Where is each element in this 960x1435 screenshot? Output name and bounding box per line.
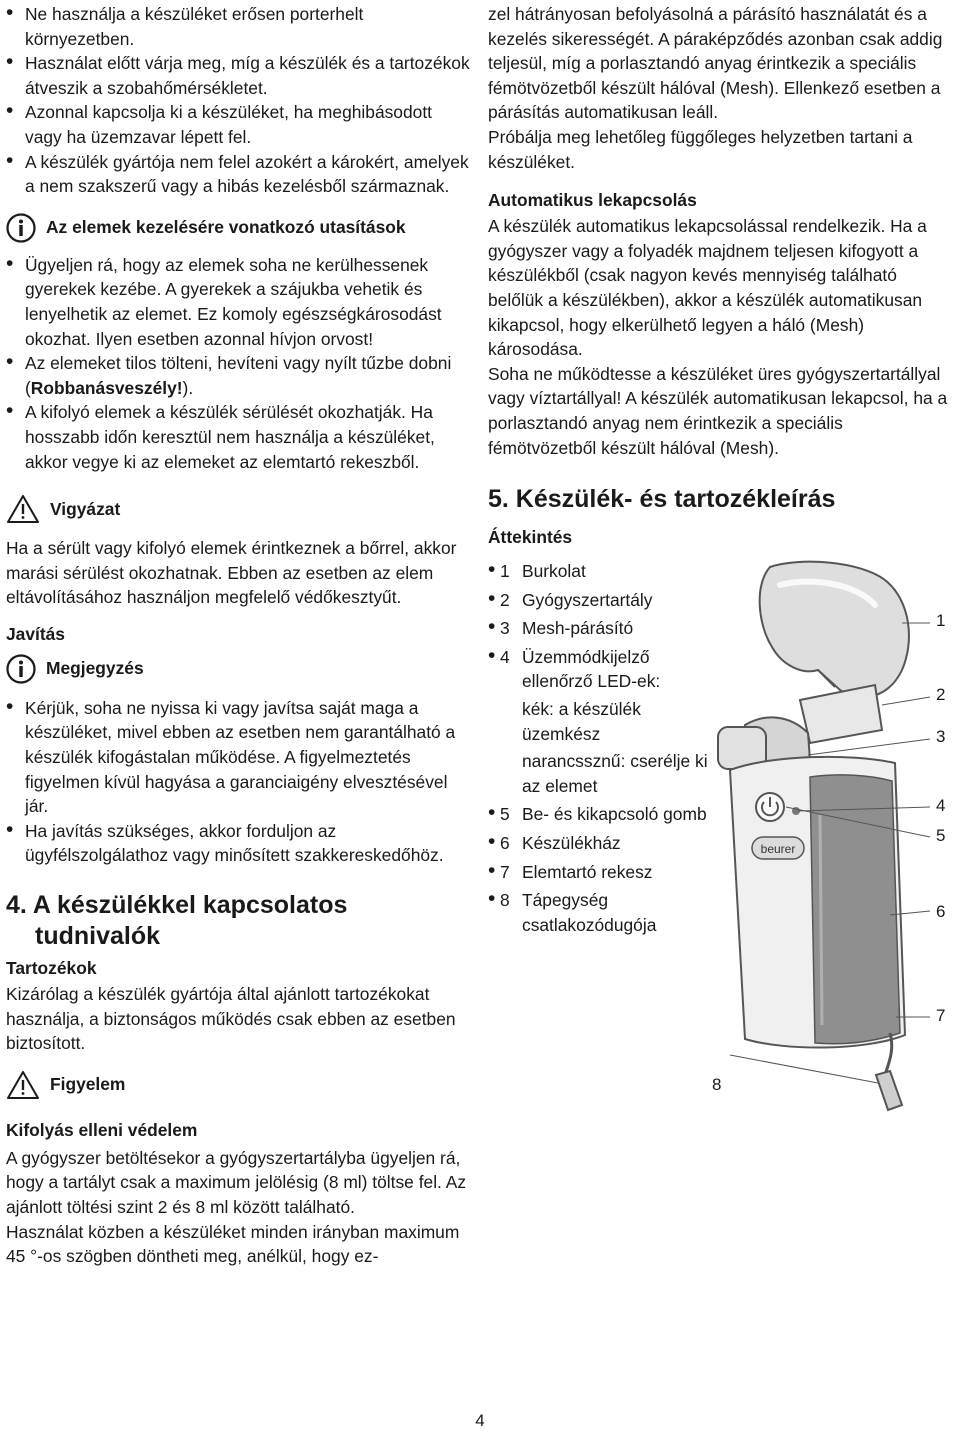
note-heading: Megjegyzés [6, 654, 470, 684]
auto-off-text: A készülék automatikus lekapcsolással rendelkezik. Ha a gyógyszer vagy a folyadék majdnem teljesen kifogyott a készülékből (csak nagyon kevés mennyiség található belőlük a készülékben), akkor a készülék automatikusan kikapcsol, hogy elkerülhető legyen a háló (Mesh) károsodása. [488, 216, 927, 360]
callout-7: 7 [936, 1006, 946, 1025]
list-item: • Használat előtt várja meg, míg a készülék és a tartozékok átveszik a szobahőmérsékletet. [6, 51, 470, 100]
repair-heading: Javítás [6, 623, 65, 644]
caution-text: Ha a sérült vagy kifolyó elemek érintkeznek a bőrrel, akkor marási sérülést okozhatnak. Ebben az esetben az elem eltávolításához használjon megfelelő védőkesztyűt. [6, 538, 457, 608]
leak-text: A gyógyszer betöltésekor a gyógyszertartályba ügyeljen rá, hogy a tartályt csak a maximum jelölésig (8 ml) töltse fel. Az ajánlott töltési szint 2 és 8 ml között található. [6, 1147, 467, 1217]
list-item: • Ha javítás szükséges, akkor forduljon az ügyfélszolgálathoz vagy minősített szakkereskedőhöz. [6, 819, 470, 868]
auto-off-heading: Automatikus lekapcsolás [488, 190, 697, 211]
attention-heading: Figyelem [6, 1070, 470, 1100]
callout-8: 8 [712, 1075, 722, 1094]
list-item: • A készülék gyártója nem felel azokért a károkért, amelyek a nem szakszerű vagy a hibás kezelésből származnak. [6, 150, 470, 199]
caution-heading: Vigyázat [6, 494, 470, 524]
list-item: • 2 Gyógyszertartály [488, 588, 720, 613]
list-item: • 1 Burkolat [488, 559, 720, 584]
info-icon [6, 654, 36, 684]
list-item: • 4 Üzemmódkijelző ellenőrző LED-ek: kék: a készülék üzemkész narancssznű: cserélje ki az elemet [488, 645, 720, 799]
accessories-heading: Tartozékok [6, 958, 97, 979]
continued-text-2: Próbálja meg lehetőleg függőleges helyzetben tartani a készüléket. [488, 126, 913, 172]
leak-heading: Kifolyás elleni védelem [6, 1119, 198, 1140]
section-5-title: 5. Készülék- és tartozékleírás [488, 485, 836, 514]
list-item: • 6 Készülékház [488, 831, 720, 856]
callout-5: 5 [936, 826, 946, 845]
callout-6: 6 [936, 902, 946, 921]
callout-3: 3 [936, 727, 946, 746]
page-number: 4 [475, 1411, 485, 1430]
battery-list [6, 253, 470, 474]
list-item: • Az elemeket tilos tölteni, hevíteni vagy nyílt tűzbe dobni (Robbanásveszély!). [6, 351, 470, 400]
list-item: • 3 Mesh-párásító [488, 616, 720, 641]
overview-heading: Áttekintés [488, 527, 573, 548]
brand-logo: beurer [760, 842, 796, 856]
accessories-text: Kizárólag a készülék gyártója által ajánlott tartozékokat használja, a biztonságos működés csak ebben az esetben biztosított. [6, 984, 456, 1054]
left-column [6, 0, 470, 1269]
device-illustration [690, 555, 950, 1115]
info-icon [6, 213, 36, 243]
leak-text-2: Használat közben a készüléket minden irányban maximum 45 °-os szögben döntheti meg, anélkül, hogy ez- [6, 1221, 460, 1267]
battery-heading: Az elemek kezelésére vonatkozó utasítások [6, 213, 470, 243]
section-4-title: 4. A készülékkel kapcsolatos tudnivalók [6, 891, 348, 951]
auto-off-text-2: Soha ne működtesse a készüléket üres gyógyszertartállyal vagy víztartállyal! A készülék automatikusan lekapcsol, ha a porlasztandó anyag nem érintkezik a speciális fémötvözetből készült hálóval (Mesh). [488, 363, 948, 458]
list-item: • Kérjük, soha ne nyissa ki vagy javítsa saját maga a készüléket, mivel ebben az esetben nem garantálható a készülék kifogástalan működése. A figyelmeztetés figyelmen kívül hagyása a garanciaigény elvesztésével jár. [6, 696, 470, 819]
list-item: • A kifolyó elemek a készülék sérülését okozhatják. Ha hosszabb időn keresztül nem használja a készüléket, akkor vegye ki az elemeket az elemtartó rekeszből. [6, 400, 470, 474]
list-item: • 5 Be- és kikapcsoló gomb [488, 802, 720, 827]
list-item: • Azonnal kapcsolja ki a készüléket, ha meghibásodott vagy ha üzemzavar lépett fel. [6, 100, 470, 149]
list-item: • Ügyeljen rá, hogy az elemek soha ne kerülhessenek gyerekek kezébe. A gyerekek a szájukba vehetik és lenyelhetik az elemet. Ez komoly egészségkárosodást okozhat. Ilyen esetben azonnal hívjon orvost! [6, 253, 470, 351]
warning-icon [6, 1070, 40, 1100]
list-item: • 7 Elemtartó rekesz [488, 860, 720, 885]
list-item: • Ne használja a készüléket erősen porterhelt környezetben. [6, 2, 470, 51]
safety-list [6, 2, 470, 199]
callout-1: 1 [936, 611, 946, 630]
list-item: • 8 Tápegység csatlakozódugója [488, 888, 720, 937]
callout-4: 4 [936, 796, 946, 815]
callout-2: 2 [936, 685, 946, 704]
continued-text: zel hátrányosan befolyásolná a párásító használatát és a kezelés sikerességét. A páraképződés azonban csak addig teljesül, míg a porlasztandó anyag érintkezik a speciális fémötvözetből készült hálóval (Mesh). Ellenkező esetben a párásítás automatikusan leáll. [488, 4, 943, 123]
repair-list [6, 696, 470, 868]
warning-icon [6, 494, 40, 524]
